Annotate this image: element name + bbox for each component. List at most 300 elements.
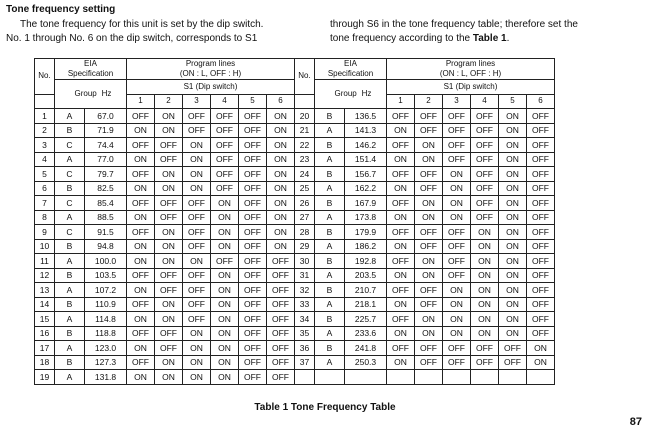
switch-state: OFF (155, 341, 183, 356)
row-frequency: 192.8 (345, 254, 387, 269)
switch-state: ON (127, 210, 155, 225)
row-number: 9 (35, 225, 55, 240)
row-number: 30 (295, 254, 315, 269)
switch-state: OFF (155, 326, 183, 341)
table-row (35, 341, 555, 356)
switch-state: OFF (527, 312, 555, 327)
switch-state: ON (415, 268, 443, 283)
row-group: B (55, 123, 85, 138)
switch-state: OFF (127, 326, 155, 341)
switch-state: OFF (267, 355, 295, 370)
switch-state: OFF (267, 254, 295, 269)
switch-state: OFF (387, 225, 415, 240)
switch-state: OFF (239, 297, 267, 312)
row-number: 8 (35, 210, 55, 225)
switch-state: ON (267, 152, 295, 167)
row-group: A (315, 297, 345, 312)
row-frequency: 203.5 (345, 268, 387, 283)
row-group: C (55, 196, 85, 211)
empty-cell (345, 370, 387, 385)
switch-state: OFF (415, 283, 443, 298)
switch-state: OFF (239, 239, 267, 254)
row-group: A (55, 152, 85, 167)
intro-line: through S6 in the tone frequency table; therefore set the (330, 19, 578, 30)
header-s1: S1 (Dip switch) (127, 80, 295, 95)
switch-state: OFF (127, 297, 155, 312)
switch-state: OFF (183, 109, 211, 124)
switch-state: ON (387, 268, 415, 283)
empty-cell (499, 370, 527, 385)
switch-state: ON (415, 152, 443, 167)
switch-state: OFF (239, 210, 267, 225)
row-number: 28 (295, 225, 315, 240)
row-frequency: 233.6 (345, 326, 387, 341)
switch-state: ON (415, 210, 443, 225)
row-group: B (55, 355, 85, 370)
switch-state: ON (183, 138, 211, 153)
switch-state: OFF (267, 326, 295, 341)
table-row (35, 181, 555, 196)
intro-left (6, 18, 312, 46)
switch-state: OFF (239, 312, 267, 327)
switch-state: OFF (155, 210, 183, 225)
switch-state: ON (415, 326, 443, 341)
switch-state: OFF (527, 239, 555, 254)
switch-state: OFF (527, 210, 555, 225)
switch-state: OFF (267, 370, 295, 385)
table-row (35, 370, 555, 385)
row-frequency: 67.0 (85, 109, 127, 124)
switch-state: ON (127, 312, 155, 327)
switch-state: OFF (183, 268, 211, 283)
row-group: A (315, 326, 345, 341)
row-group: A (315, 268, 345, 283)
switch-state: OFF (415, 239, 443, 254)
switch-state: OFF (155, 196, 183, 211)
switch-state: ON (183, 181, 211, 196)
intro-line: No. 1 through No. 6 on the dip switch, corresponds to S1 (6, 33, 258, 44)
row-frequency: 146.2 (345, 138, 387, 153)
row-number: 36 (295, 341, 315, 356)
switch-state: ON (443, 283, 471, 298)
switch-state: OFF (127, 225, 155, 240)
row-number: 27 (295, 210, 315, 225)
switch-state: OFF (527, 283, 555, 298)
switch-state: ON (211, 370, 239, 385)
switch-state: ON (499, 210, 527, 225)
switch-state: ON (499, 123, 527, 138)
switch-state: OFF (211, 109, 239, 124)
switch-header-3: 3 (443, 94, 471, 109)
row-frequency: 94.8 (85, 239, 127, 254)
empty-cell (415, 370, 443, 385)
switch-state: ON (443, 297, 471, 312)
row-group: B (55, 239, 85, 254)
row-number: 19 (35, 370, 55, 385)
switch-state: OFF (183, 225, 211, 240)
row-frequency: 127.3 (85, 355, 127, 370)
row-group: A (315, 210, 345, 225)
switch-state: ON (499, 239, 527, 254)
switch-state: ON (183, 355, 211, 370)
switch-state: ON (127, 123, 155, 138)
row-frequency: 186.2 (345, 239, 387, 254)
row-frequency: 141.3 (345, 123, 387, 138)
switch-state: OFF (527, 297, 555, 312)
header-program-lines: Program lines (ON : L, OFF : H) (127, 59, 295, 80)
row-group: A (55, 370, 85, 385)
row-number: 13 (35, 283, 55, 298)
row-frequency: 103.5 (85, 268, 127, 283)
row-frequency: 114.8 (85, 312, 127, 327)
switch-state: ON (471, 283, 499, 298)
switch-state: ON (471, 312, 499, 327)
row-frequency: 123.0 (85, 341, 127, 356)
switch-header-1: 1 (127, 94, 155, 109)
table-row (35, 152, 555, 167)
switch-state: ON (499, 297, 527, 312)
row-frequency: 225.7 (345, 312, 387, 327)
row-group: A (55, 254, 85, 269)
row-number: 4 (35, 152, 55, 167)
switch-state: ON (499, 181, 527, 196)
table-row (35, 268, 555, 283)
switch-state: ON (443, 181, 471, 196)
switch-state: OFF (387, 341, 415, 356)
row-frequency: 79.7 (85, 167, 127, 182)
switch-state: ON (155, 370, 183, 385)
switch-header-3: 3 (183, 94, 211, 109)
switch-state: OFF (415, 225, 443, 240)
switch-state: ON (155, 254, 183, 269)
row-frequency: 173.8 (345, 210, 387, 225)
row-number: 10 (35, 239, 55, 254)
empty-cell (443, 370, 471, 385)
empty-cell (471, 370, 499, 385)
switch-state: OFF (183, 312, 211, 327)
row-group: B (315, 167, 345, 182)
switch-state: OFF (443, 138, 471, 153)
switch-header-4: 4 (211, 94, 239, 109)
row-frequency: 162.2 (345, 181, 387, 196)
empty-cell (387, 370, 415, 385)
switch-state: OFF (415, 123, 443, 138)
switch-state: ON (127, 370, 155, 385)
row-frequency: 82.5 (85, 181, 127, 196)
row-frequency: 71.9 (85, 123, 127, 138)
switch-state: ON (211, 297, 239, 312)
switch-state: OFF (211, 138, 239, 153)
switch-state: OFF (239, 268, 267, 283)
row-group: A (55, 312, 85, 327)
switch-state: OFF (443, 268, 471, 283)
switch-state: ON (127, 181, 155, 196)
row-group: B (315, 254, 345, 269)
row-number: 12 (35, 268, 55, 283)
header-no: No. (35, 59, 55, 95)
switch-state: ON (155, 109, 183, 124)
switch-state: ON (499, 268, 527, 283)
row-group: B (55, 297, 85, 312)
row-number: 6 (35, 181, 55, 196)
switch-state: OFF (127, 167, 155, 182)
empty-cell (295, 370, 315, 385)
switch-state: OFF (239, 341, 267, 356)
row-number: 33 (295, 297, 315, 312)
switch-state: ON (387, 239, 415, 254)
row-frequency: 250.3 (345, 355, 387, 370)
row-group: B (55, 268, 85, 283)
switch-state: OFF (155, 152, 183, 167)
row-group: A (55, 210, 85, 225)
table-row (35, 138, 555, 153)
switch-state: ON (211, 268, 239, 283)
switch-state: OFF (387, 138, 415, 153)
switch-state: OFF (155, 268, 183, 283)
switch-header-5: 5 (239, 94, 267, 109)
switch-header-6: 6 (267, 94, 295, 109)
switch-state: OFF (387, 167, 415, 182)
switch-state: OFF (267, 283, 295, 298)
switch-state: OFF (239, 181, 267, 196)
switch-state: ON (211, 326, 239, 341)
row-group: A (55, 341, 85, 356)
switch-state: OFF (443, 152, 471, 167)
switch-state: OFF (183, 196, 211, 211)
switch-state: ON (443, 312, 471, 327)
header-eia: EIA Specification (55, 59, 127, 80)
switch-state: OFF (527, 268, 555, 283)
switch-state: OFF (211, 181, 239, 196)
switch-state: ON (267, 123, 295, 138)
switch-state: OFF (387, 196, 415, 211)
header-group-hz: Group Hz (315, 80, 387, 109)
switch-state: ON (471, 254, 499, 269)
switch-state: ON (155, 167, 183, 182)
switch-state: OFF (443, 239, 471, 254)
row-group: C (55, 225, 85, 240)
switch-state: OFF (267, 268, 295, 283)
row-frequency: 241.8 (345, 341, 387, 356)
page-number: 87 (629, 416, 642, 428)
table-row (35, 326, 555, 341)
switch-header-4: 4 (471, 94, 499, 109)
row-group: B (315, 109, 345, 124)
empty-cell (315, 370, 345, 385)
switch-state: ON (155, 355, 183, 370)
row-number: 24 (295, 167, 315, 182)
row-group: A (315, 239, 345, 254)
switch-state: OFF (239, 138, 267, 153)
row-frequency: 136.5 (345, 109, 387, 124)
switch-state: OFF (239, 152, 267, 167)
row-number: 31 (295, 268, 315, 283)
table-row (35, 239, 555, 254)
table-row (35, 167, 555, 182)
header-no-blank (295, 94, 315, 109)
row-number: 18 (35, 355, 55, 370)
switch-state: OFF (127, 109, 155, 124)
switch-state: ON (127, 341, 155, 356)
switch-state: OFF (387, 109, 415, 124)
switch-state: ON (415, 196, 443, 211)
switch-state: OFF (527, 196, 555, 211)
switch-state: OFF (443, 355, 471, 370)
switch-state: ON (267, 167, 295, 182)
table-row (35, 254, 555, 269)
switch-state: OFF (499, 355, 527, 370)
row-group: B (315, 196, 345, 211)
row-number: 5 (35, 167, 55, 182)
switch-state: ON (155, 225, 183, 240)
switch-state: OFF (443, 109, 471, 124)
table-row (35, 225, 555, 240)
switch-state: ON (415, 312, 443, 327)
switch-state: OFF (127, 355, 155, 370)
switch-state: ON (387, 181, 415, 196)
row-number: 20 (295, 109, 315, 124)
switch-state: OFF (155, 138, 183, 153)
switch-state: OFF (471, 123, 499, 138)
switch-state: ON (499, 326, 527, 341)
table-row (35, 283, 555, 298)
switch-state: OFF (387, 254, 415, 269)
switch-state: ON (443, 326, 471, 341)
switch-state: ON (499, 225, 527, 240)
switch-state: OFF (443, 341, 471, 356)
switch-state: OFF (471, 355, 499, 370)
switch-state: ON (211, 196, 239, 211)
switch-state: ON (267, 138, 295, 153)
row-group: A (315, 181, 345, 196)
switch-state: OFF (239, 167, 267, 182)
table-row (35, 210, 555, 225)
intro-line: The tone frequency for this unit is set by the dip switch. (20, 19, 264, 30)
table-row (35, 355, 555, 370)
switch-state: OFF (267, 341, 295, 356)
switch-state: OFF (443, 123, 471, 138)
switch-state: ON (471, 326, 499, 341)
row-frequency: 77.0 (85, 152, 127, 167)
table-caption: Table 1 Tone Frequency Table (254, 402, 396, 413)
switch-state: ON (387, 326, 415, 341)
switch-state: ON (415, 254, 443, 269)
row-frequency: 110.9 (85, 297, 127, 312)
switch-state: ON (499, 254, 527, 269)
switch-state: ON (471, 225, 499, 240)
row-frequency: 118.8 (85, 326, 127, 341)
switch-state: ON (211, 341, 239, 356)
switch-state: ON (387, 210, 415, 225)
row-group: C (55, 167, 85, 182)
switch-state: ON (127, 239, 155, 254)
row-frequency: 151.4 (345, 152, 387, 167)
switch-state: OFF (527, 326, 555, 341)
row-number: 37 (295, 355, 315, 370)
row-number: 26 (295, 196, 315, 211)
switch-state: ON (155, 123, 183, 138)
switch-state: OFF (211, 167, 239, 182)
row-frequency: 85.4 (85, 196, 127, 211)
switch-state: ON (155, 297, 183, 312)
switch-state: OFF (471, 138, 499, 153)
switch-state: OFF (211, 123, 239, 138)
switch-state: ON (183, 370, 211, 385)
switch-state: OFF (471, 341, 499, 356)
row-number: 3 (35, 138, 55, 153)
switch-state: OFF (155, 283, 183, 298)
switch-state: OFF (239, 225, 267, 240)
row-group: B (315, 138, 345, 153)
table-row (35, 196, 555, 211)
switch-state: OFF (527, 152, 555, 167)
switch-state: ON (415, 138, 443, 153)
switch-state: OFF (527, 138, 555, 153)
switch-state: OFF (239, 109, 267, 124)
row-group: C (55, 138, 85, 153)
row-number: 34 (295, 312, 315, 327)
switch-state: ON (267, 239, 295, 254)
switch-state: ON (211, 239, 239, 254)
switch-state: OFF (239, 123, 267, 138)
switch-state: ON (211, 210, 239, 225)
switch-state: ON (499, 283, 527, 298)
switch-state: OFF (127, 196, 155, 211)
row-group: A (315, 123, 345, 138)
switch-state: ON (387, 297, 415, 312)
row-group: A (55, 109, 85, 124)
switch-state: ON (471, 268, 499, 283)
switch-state: OFF (415, 181, 443, 196)
header-eia: EIA Specification (315, 59, 387, 80)
switch-state: OFF (127, 138, 155, 153)
header-group-hz: Group Hz (55, 80, 127, 109)
row-frequency: 88.5 (85, 210, 127, 225)
row-group: B (315, 341, 345, 356)
switch-state: ON (183, 152, 211, 167)
switch-state: OFF (183, 239, 211, 254)
switch-state: ON (183, 167, 211, 182)
row-group: A (315, 152, 345, 167)
row-number: 11 (35, 254, 55, 269)
row-frequency: 156.7 (345, 167, 387, 182)
switch-state: ON (387, 152, 415, 167)
switch-state: ON (183, 254, 211, 269)
row-frequency: 179.9 (345, 225, 387, 240)
switch-state: OFF (527, 109, 555, 124)
row-number: 1 (35, 109, 55, 124)
intro-text: tone frequency according to the (330, 33, 473, 44)
switch-state: OFF (267, 312, 295, 327)
switch-state: OFF (527, 225, 555, 240)
switch-state: OFF (527, 254, 555, 269)
table-row (35, 123, 555, 138)
row-number: 16 (35, 326, 55, 341)
empty-cell (527, 370, 555, 385)
switch-state: ON (499, 138, 527, 153)
tone-frequency-table (34, 58, 555, 385)
row-number: 29 (295, 239, 315, 254)
switch-state: ON (387, 355, 415, 370)
switch-state: ON (499, 167, 527, 182)
switch-state: OFF (415, 297, 443, 312)
switch-header-2: 2 (155, 94, 183, 109)
switch-state: OFF (239, 370, 267, 385)
switch-state: OFF (239, 196, 267, 211)
switch-state: OFF (239, 254, 267, 269)
row-frequency: 131.8 (85, 370, 127, 385)
switch-state: ON (267, 181, 295, 196)
